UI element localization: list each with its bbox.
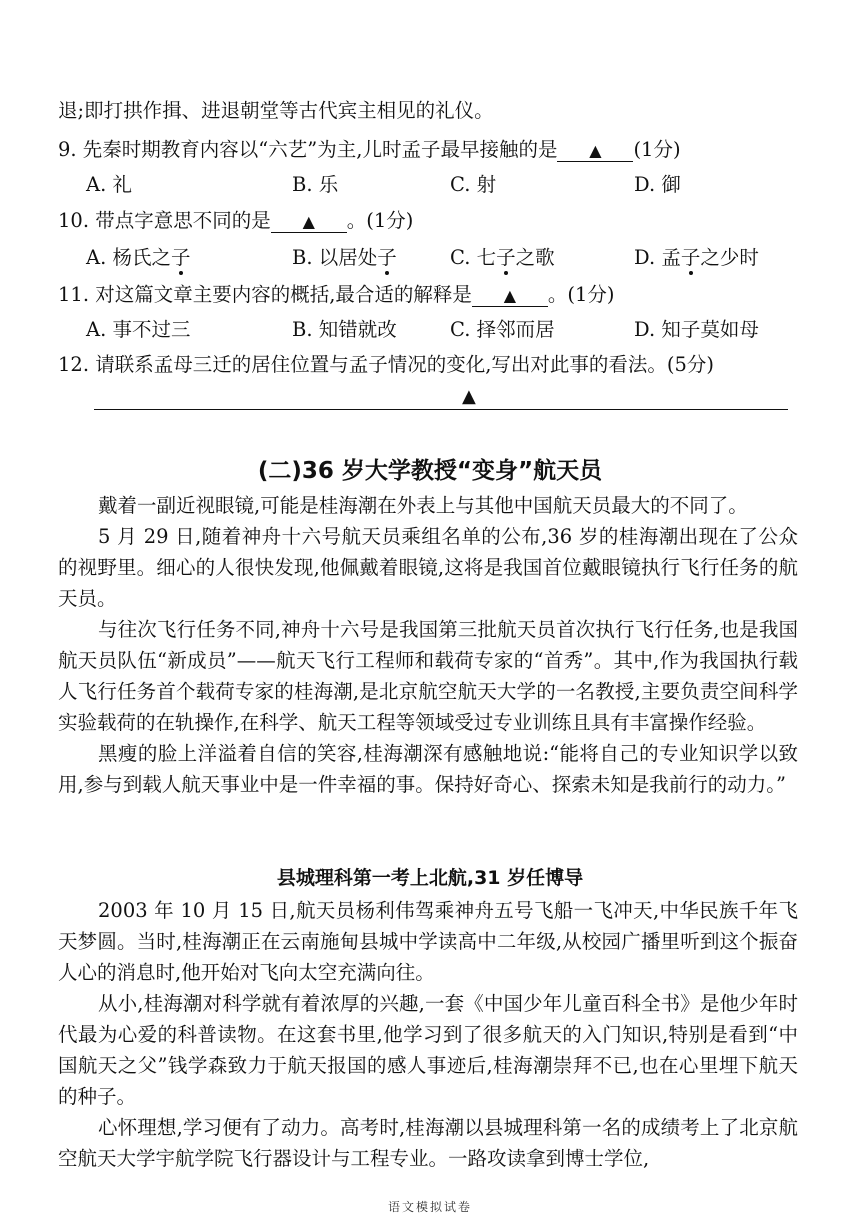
dotted-char: 子 — [377, 246, 397, 269]
question-10 — [58, 206, 413, 236]
q12-answer-line[interactable] — [94, 409, 788, 410]
top-line: 退;即打拱作揖、进退朝堂等古代宾主相见的礼仪。 — [58, 99, 494, 122]
q10-option-b[interactable] — [292, 243, 397, 273]
q9-option-b[interactable]: B. 乐 — [292, 173, 339, 196]
dotted-char: 子 — [680, 246, 701, 269]
paragraph-1: 戴着一副近视眼镜,可能是桂海潮在外表上与其他中国航天员最大的不同了。 — [98, 494, 748, 517]
question-11 — [58, 280, 615, 310]
q10-option-c[interactable] — [450, 243, 555, 273]
section-title: (二)36 岁大学教授“变身”航天员 — [257, 458, 603, 484]
dotted-char: 子 — [170, 246, 191, 269]
dotted-char: 子 — [496, 246, 516, 269]
option-text: D. 孟 — [634, 246, 681, 269]
q11-option-b[interactable]: B. 知错就改 — [292, 318, 397, 341]
q9-option-c[interactable]: C. 射 — [450, 173, 497, 196]
q11-score: 。(1分) — [547, 283, 615, 306]
option-text: B. 以居处 — [292, 246, 378, 269]
paragraph-2: 5 月 29 日,随着神舟十六号航天员乘组名单的公布,36 岁的桂海潮出现在了公众的视野里。细心的人很快发现,他佩戴着眼镜,这将是我国首位戴眼镜执行飞行任务的航天员。 — [58, 525, 798, 610]
triangle-icon: ▲ — [589, 141, 602, 160]
q10-answer-blank[interactable] — [271, 211, 347, 233]
option-text: 之少时 — [700, 246, 759, 269]
question-12: 12. 请联系孟母三迁的居住位置与孟子情况的变化,写出对此事的看法。(5分) — [58, 353, 715, 376]
paragraph-7: 心怀理想,学习便有了动力。高考时,桂海潮以县城理科第一名的成绩考上了北京航空航天大学宇航学院飞行器设计与工程专业。一路攻读拿到博士学位, — [58, 1116, 798, 1170]
option-text: 之歌 — [515, 246, 555, 269]
q10-stem: 10. 带点字意思不同的是 — [58, 209, 271, 232]
q10-option-d[interactable] — [634, 243, 759, 273]
q11-option-a[interactable]: A. 事不过三 — [86, 318, 191, 341]
q9-score: (1分) — [633, 138, 681, 161]
paragraph-5: 2003 年 10 月 15 日,航天员杨利伟驾乘神舟五号飞船一飞冲天,中华民族千年飞天梦圆。当时,桂海潮正在云南施甸县城中学读高中二年级,从校园广播里听到这个振奋人心的消息时,他开始对飞向太空充满向往。 — [58, 899, 798, 984]
option-text: C. 七 — [450, 246, 497, 269]
paragraph-4: 黑瘦的脸上洋溢着自信的笑容,桂海潮深有感触地说:“能将自己的专业知识学以致用,参与到载人航天事业中是一件幸福的事。保持好奇心、探索未知是我前行的动力。” — [58, 742, 798, 796]
q9-answer-blank[interactable] — [557, 140, 633, 162]
q11-answer-blank[interactable] — [472, 285, 548, 307]
paragraph-3: 与往次飞行任务不同,神舟十六号是我国第三批航天员首次执行飞行任务,也是我国航天员队伍“新成员”——航天飞行工程师和载荷专家的“首秀”。其中,作为我国执行载人飞行任务首个载荷专家的桂海潮,是北京航空航天大学的一名教授,主要负责空间科学实验载荷的在轨操作,在科学、航天工程等领域受过专业训练且具有丰富操作经验。 — [58, 618, 798, 734]
q11-option-d[interactable]: D. 知子莫如母 — [634, 318, 759, 341]
question-9 — [58, 135, 681, 165]
triangle-icon: ▲ — [302, 212, 315, 231]
triangle-icon: ▲ — [462, 386, 476, 407]
q9-stem: 9. 先秦时期教育内容以“六艺”为主,儿时孟子最早接触的是 — [58, 138, 558, 161]
q9-option-d[interactable]: D. 御 — [634, 173, 681, 196]
triangle-icon: ▲ — [503, 286, 517, 305]
q9-option-a[interactable]: A. 礼 — [86, 173, 132, 196]
paragraph-6: 从小,桂海潮对科学就有着浓厚的兴趣,一套《中国少年儿童百科全书》是他少年时代最为心爱的科普读物。在这套书里,他学习到了很多航天的入门知识,特别是看到“中国航天之父”钱学森致力于航天报国的感人事迹后,桂海潮崇拜不已,也在心里埋下航天的种子。 — [58, 992, 798, 1108]
q10-option-a[interactable] — [86, 243, 191, 273]
q10-score: 。(1分) — [346, 209, 414, 232]
q11-option-c[interactable]: C. 择邻而居 — [450, 318, 555, 341]
q11-stem: 11. 对这篇文章主要内容的概括,最合适的解释是 — [58, 283, 472, 306]
page-footer: 语文模拟试卷 — [387, 1200, 472, 1214]
subheading: 县城理科第一考上北航,31 岁任博导 — [276, 867, 584, 889]
option-text: A. 杨氏之 — [86, 246, 171, 269]
